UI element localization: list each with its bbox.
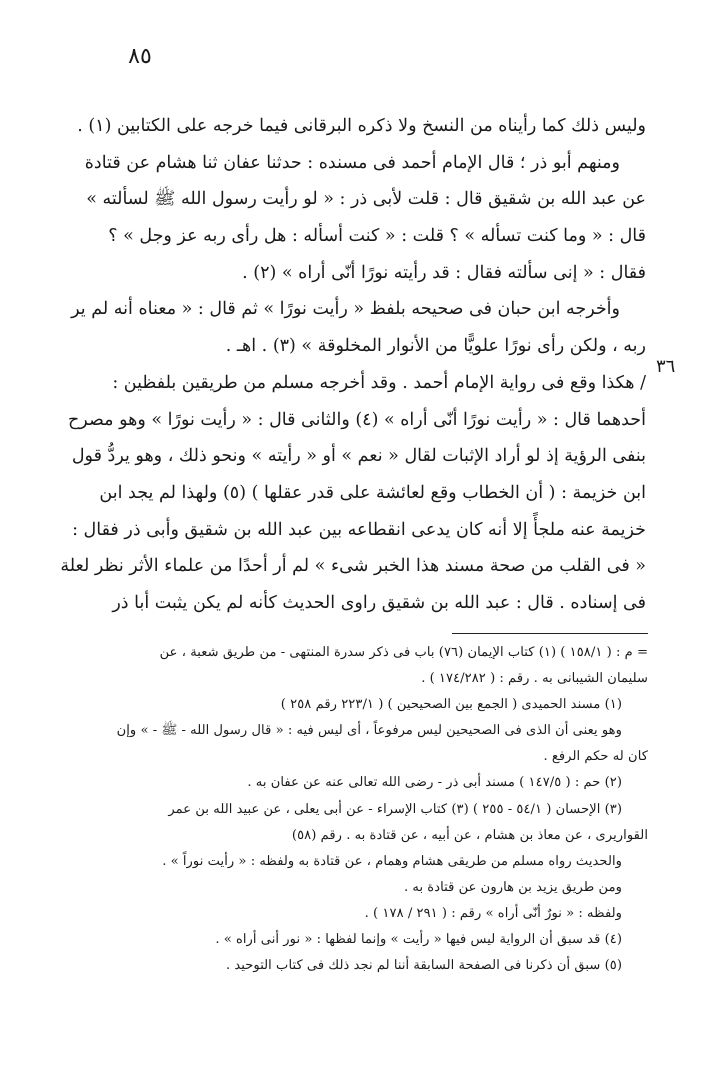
footnote-line: (٣) الإحسان ( ٥٤/١ - ٢٥٥ ) (٣) كتاب الإسراء - عن أبى يعلى ، عن عبيد الله بن عمر xyxy=(168,801,622,817)
text-line: عن عبد الله بن شقيق قال : قلت لأبى ذر : « لو رأيت رسول الله ﷺ لسألته » xyxy=(86,189,646,210)
text-line: فى إسناده . قال : عبد الله بن شقيق راوى الحديث كأنه لم يكن يثبت أبا ذر xyxy=(112,592,646,613)
text-line: فقال : « إنى سألته فقال : قد رأيته نورًا أنّى أراه » (٢) . xyxy=(242,262,646,283)
footnote-line: ومن طريق يزيد بن هارون عن قتادة به . xyxy=(403,879,622,895)
margin-page-reference: ٣٦ xyxy=(656,356,676,377)
text-line: ومنهم أبو ذر ؛ قال الإمام أحمد فى مسنده : حدثنا عفان ثنا هشام عن قتادة xyxy=(84,152,620,173)
footnote-line: (٢) حم : ( ١٤٧/٥ ) مسند أبى ذر - رضى الله تعالى عنه عن عفان به . xyxy=(247,775,622,791)
text-line: خزيمة عنه ملجأً إلا أنه كان يدعى انقطاعه بين عبد الله بن شقيق وأبى ذر فقال : xyxy=(72,519,646,540)
footnote-line: (٤) قد سبق أن الرواية ليس فيها « رأيت » وإنما لفظها : « نور أنى أراه » . xyxy=(215,932,622,948)
footnote-line: وهو يعنى أن الذى فى الصحيحين ليس مرفوعاً ، أى ليس فيه : « قال رسول الله - ﷺ - » وإن xyxy=(116,723,622,739)
main-text-body xyxy=(46,108,646,622)
text-line: ابن خزيمة : ( أن الخطاب وقع لعائشة على قدر عقلها ) (٥) ولهذا لم يجد ابن xyxy=(99,482,646,503)
text-line: / هكذا وقع فى رواية الإمام أحمد . وقد أخرجه مسلم من طريقين بلفظين : xyxy=(112,372,646,393)
footnote-line: = م : ( ١٥٨/١ ) (١) كتاب الإيمان (٧٦) باب فى ذكر سدرة المنتهى - من طريق شعبة ، عن xyxy=(159,645,648,660)
text-line: قال : « وما كنت تسأله » ؟ قلت : « كنت أسأله : هل رأى ربه عز وجل » ؟ xyxy=(108,226,646,247)
footnote-line: والحديث رواه مسلم من طريقى هشام وهمام ، عن قتادة به ولفظه : « رأيت نوراً » . xyxy=(162,853,622,869)
footnote-divider xyxy=(452,633,648,634)
text-line: بنفى الرؤية إذ لو أراد الإثبات لقال « نعم » أو « رأيته » ونحو ذلك ، وهو يردُّ قول xyxy=(71,446,646,467)
footnote-line: (٥) سبق أن ذكرنا فى الصفحة السابقة أننا لم نجد ذلك فى كتاب التوحيد . xyxy=(225,958,622,974)
text-line: « فى القلب من صحة مسند هذا الخبر شىء » لم أر أحدًا من علماء الأثر نظر لعلة xyxy=(60,556,646,577)
footnote-line: (١) مسند الحميدى ( الجمع بين الصحيحين ) ( ٢٢٣/١ رقم ٢٥٨ ) xyxy=(280,697,622,713)
footnote-line: سليمان الشيبانى به . رقم : ( ١٧٤/٢٨٢ ) . xyxy=(421,671,648,687)
page-number: ٨٥ xyxy=(128,44,152,69)
footnotes-section xyxy=(46,640,648,979)
text-line: ربه ، ولكن رأى نورًا علويًّا من الأنوار المخلوقة » (٣) . اهـ . xyxy=(225,336,646,357)
text-line: وليس ذلك كما رأيناه من النسخ ولا ذكره البرقانى فيما خرجه على الكتابين (١) . xyxy=(77,116,646,136)
text-line: وأخرجه ابن حبان فى صحيحه بلفظ « رأيت نورًا » ثم قال : « معناه أنه لم ير xyxy=(71,299,620,320)
footnote-line: ولفظه : « نورٌ أنّى أراه » رقم : ( ٢٩١ / ١٧٨ ) . xyxy=(364,905,622,921)
text-line: أحدهما قال : « رأيت نورًا أنّى أراه » (٤) والثانى قال : « رأيت نورًا » وهو مصرح xyxy=(68,409,646,430)
footnote-line: القواريرى ، عن معاذ بن هشام ، عن أبيه ، عن قتادة به . رقم (٥٨) xyxy=(291,827,648,843)
footnote-line: كان له حكم الرفع . xyxy=(543,749,648,765)
